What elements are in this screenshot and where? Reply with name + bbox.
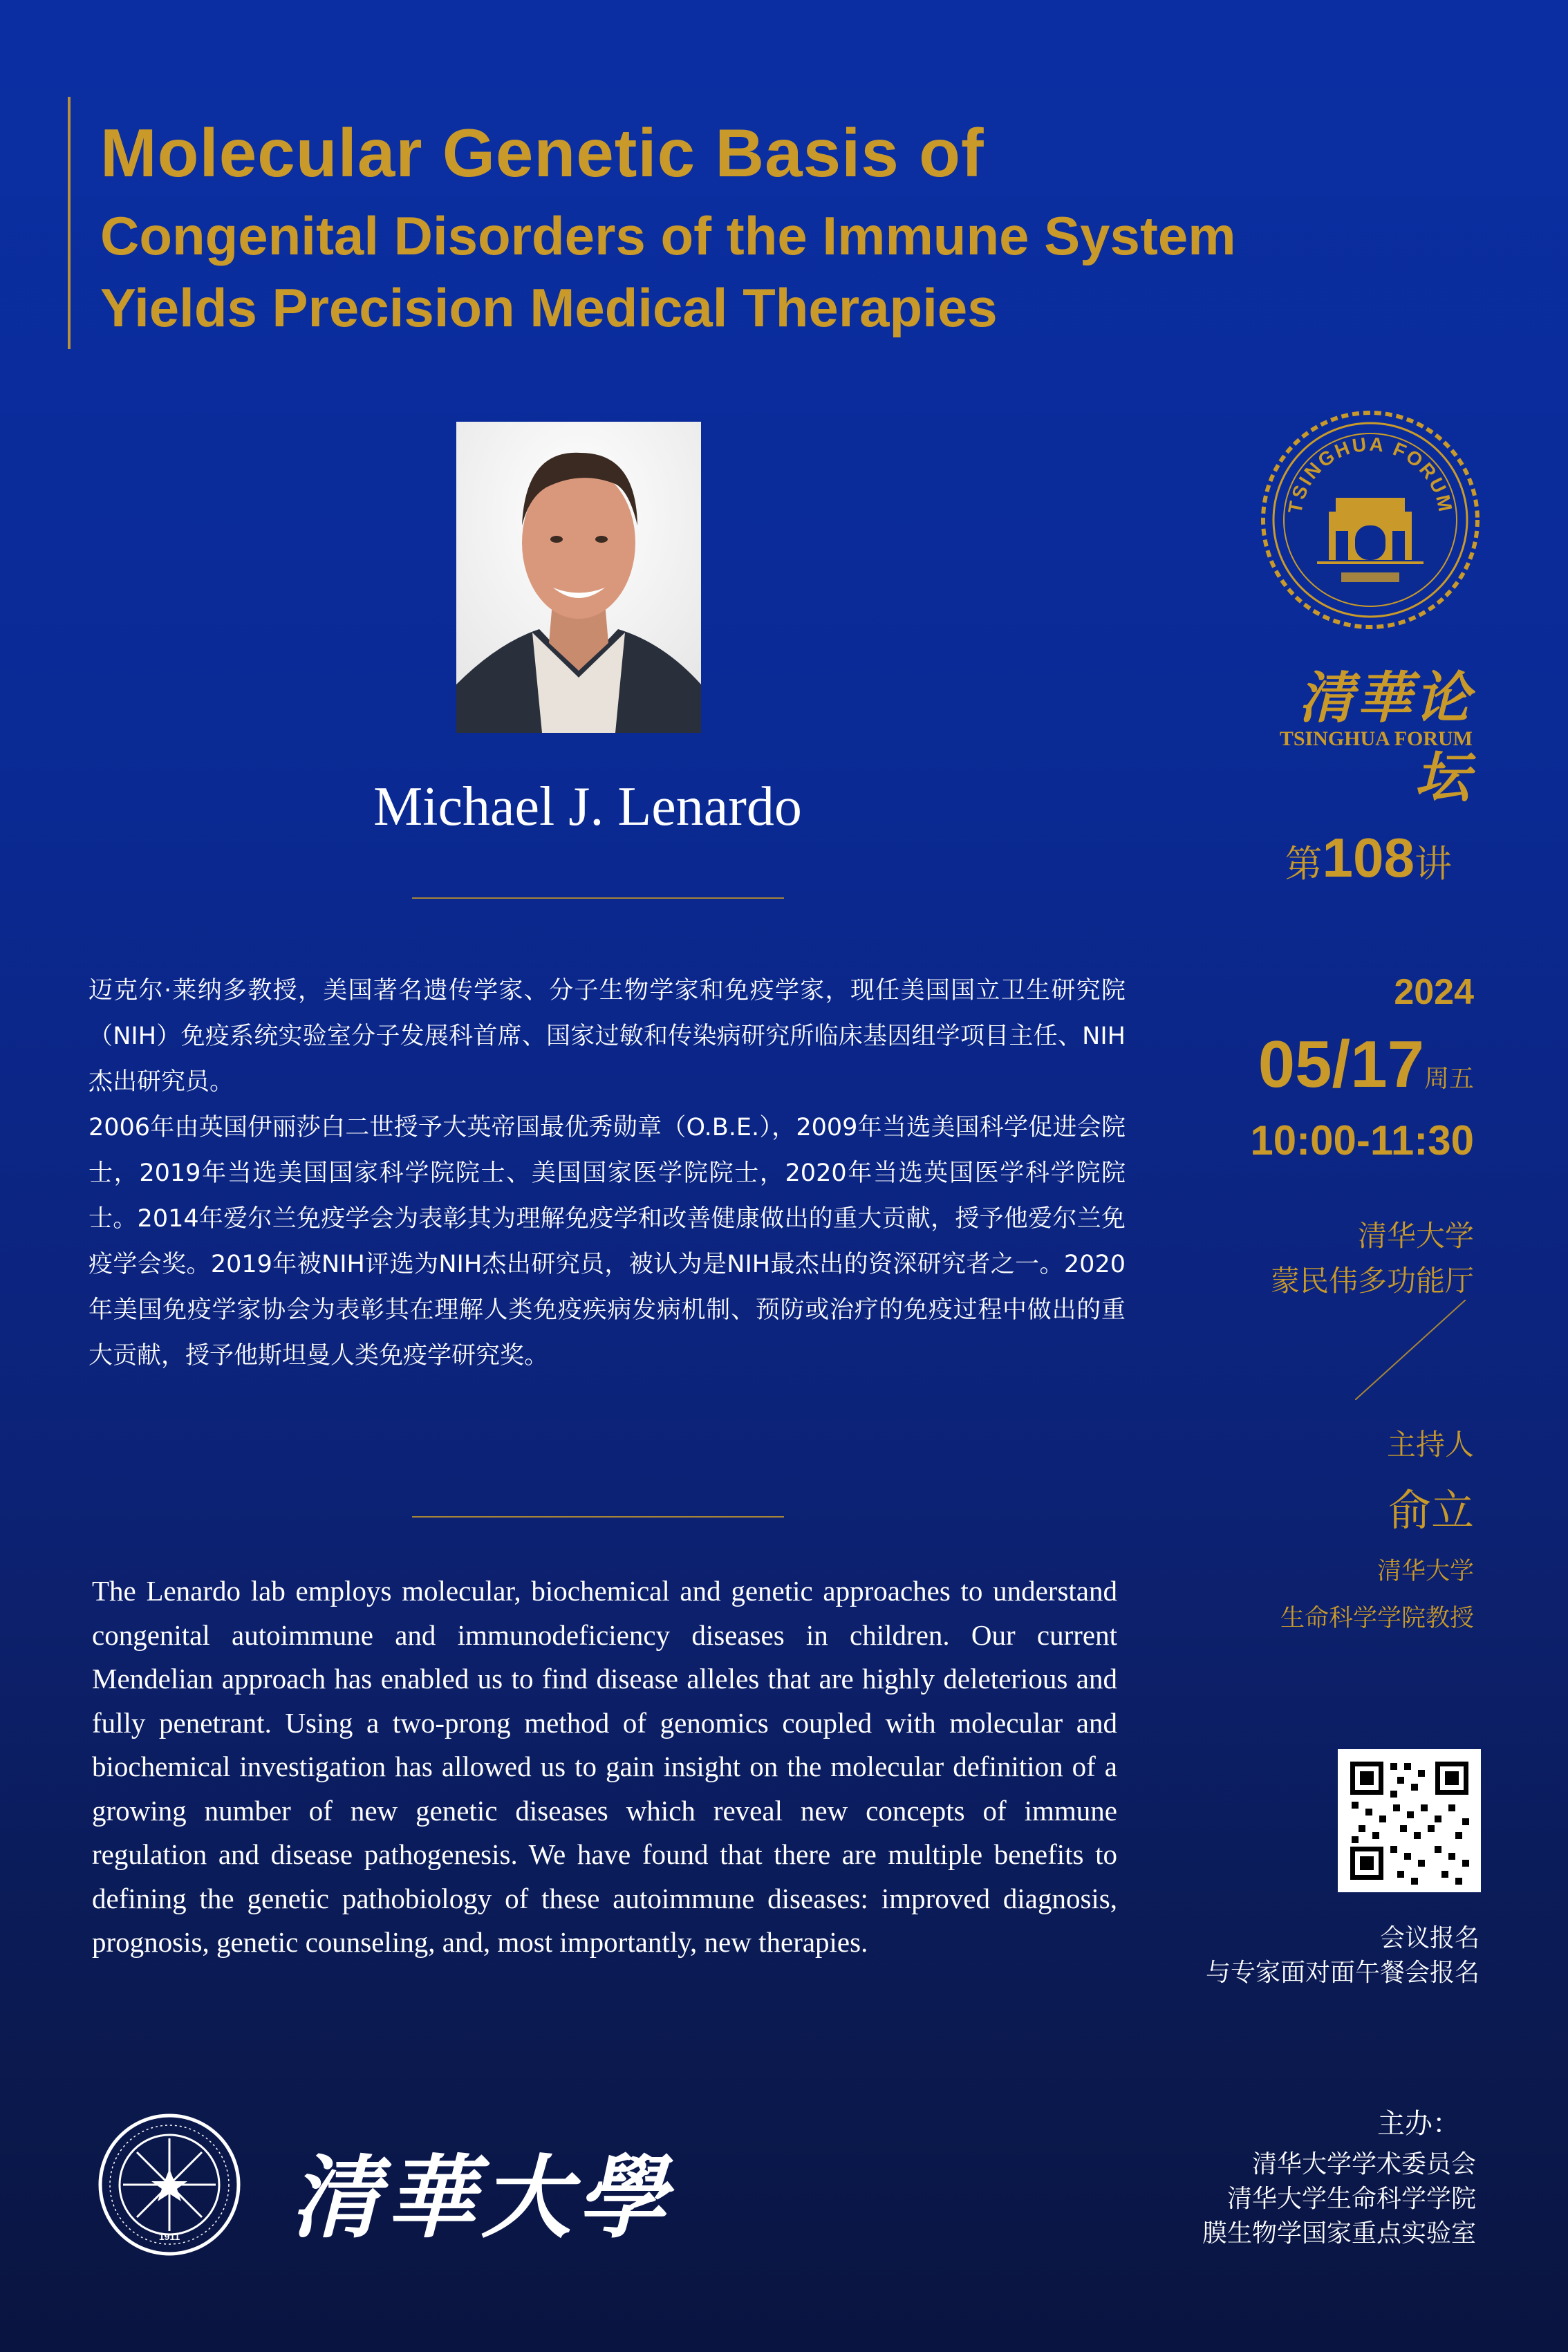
speaker-bio-chinese	[88, 968, 1126, 1379]
venue-line-2: 蒙民伟多功能厅	[1270, 1264, 1474, 1298]
tsinghua-university-seal	[97, 2112, 242, 2257]
qr-caption-registration: 会议报名	[1379, 1924, 1480, 1952]
tsinghua-forum-emblem	[1258, 408, 1482, 632]
host-label: 主持人	[1386, 1428, 1474, 1462]
event-date	[1106, 1027, 1474, 1103]
host-affiliation-2: 生命科学学院教授	[1280, 1605, 1474, 1632]
lecture-number-value: 108	[1322, 827, 1415, 888]
event-month-day: 05/17	[1258, 1027, 1424, 1101]
forum-name-english: TSINGHUA FORUM	[1279, 727, 1473, 750]
talk-title-line-3: Yields Precision Medical Therapies	[100, 277, 998, 338]
event-weekday: 周五	[1424, 1065, 1474, 1093]
tsinghua-university-wordmark: 清華大學	[290, 2145, 673, 2250]
title-accent-bar	[68, 97, 71, 349]
section-divider	[412, 897, 784, 899]
seal-year: 1911	[158, 2231, 180, 2242]
bio-paragraph: 迈克尔·莱纳多教授，美国著名遗传学家、分子生物学家和免疫学家，现任美国国立卫生研究院（NIH）免疫系统实验室分子发展科首席、国家过敏和传染病研究所临床基因组学项目主任、NIH杰出研究员。	[88, 977, 1126, 1096]
organizer-item: 清华大学生命科学学院	[1226, 2185, 1476, 2213]
event-year: 2024	[1394, 972, 1474, 1012]
speaker-portrait-image	[456, 422, 701, 733]
organizer-item: 膜生物学国家重点实验室	[1202, 2219, 1476, 2248]
decorative-slash-line	[1355, 1300, 1486, 1400]
event-time: 10:00-11:30	[1250, 1117, 1474, 1164]
bio-paragraph: 2006年由英国伊丽莎白二世授予大英帝国最优秀勋章（O.B.E.），2009年当选美国科学促进会院士，2019年当选美国国家科学院院士、美国国家医学院院士，2020年当选英国医学科学院院士。2014年爱尔兰免疫学会为表彰其为理解免疫学和改善健康做出的重大贡献，授予他爱尔兰免疫学会奖。2019年被NIH评选为NIH杰出研究员，被认为是NIH最杰出的资深研究者之一。2020年美国免疫学家协会为表彰其在理解人类免疫疾病发病机制、预防或治疗的免疫过程中做出的重大贡献，授予他斯坦曼人类免疫学研究奖。	[88, 1114, 1126, 1370]
lecture-number	[1175, 826, 1452, 890]
talk-title-line-1: Molecular Genetic Basis of	[100, 115, 984, 191]
registration-qr-code[interactable]	[1338, 1749, 1481, 1892]
talk-abstract: The Lenardo lab employs molecular, biochemical and genetic approaches to understand congenital autoimmune and immunodeficiency diseases in children. Our current Mendelian approach has enabled us to find disease alleles that are highly deleterious and fully penetrant. Using a two-prong method of genomics coupled with molecular and biochemical investigation has allowed us to gain insight on the molecular definition of a growing number of new genetic diseases which reveal new concepts of immune regulation and disease pathogenesis. We have found that there are multiple benefits to defining the genetic pathobiology of these autoimmune diseases: improved diagnosis, prognosis, genetic counseling, and, most importantly, new therapies.	[92, 1575, 1117, 1958]
speaker-portrait	[456, 422, 701, 733]
speaker-name: Michael J. Lenardo	[373, 776, 802, 837]
host-affiliation-1: 清华大学	[1376, 1558, 1474, 1585]
section-divider	[412, 1516, 784, 1518]
organizer-item: 清华大学学术委员会	[1251, 2150, 1476, 2178]
forum-name-chinese: 清華论坛	[1298, 665, 1473, 810]
talk-title-line-2: Congenital Disorders of the Immune System	[100, 205, 1236, 266]
organizer-label: 主办：	[1377, 2108, 1460, 2140]
venue-line-1: 清华大学	[1357, 1219, 1474, 1253]
lecture-prefix: 第	[1285, 842, 1323, 886]
qr-caption-lunch: 与专家面对面午餐会报名	[1205, 1959, 1480, 1987]
host-name: 俞立	[1388, 1485, 1474, 1536]
lecture-suffix: 讲	[1415, 842, 1452, 886]
emblem-text: TSINGHUA FORUM	[1284, 433, 1457, 516]
